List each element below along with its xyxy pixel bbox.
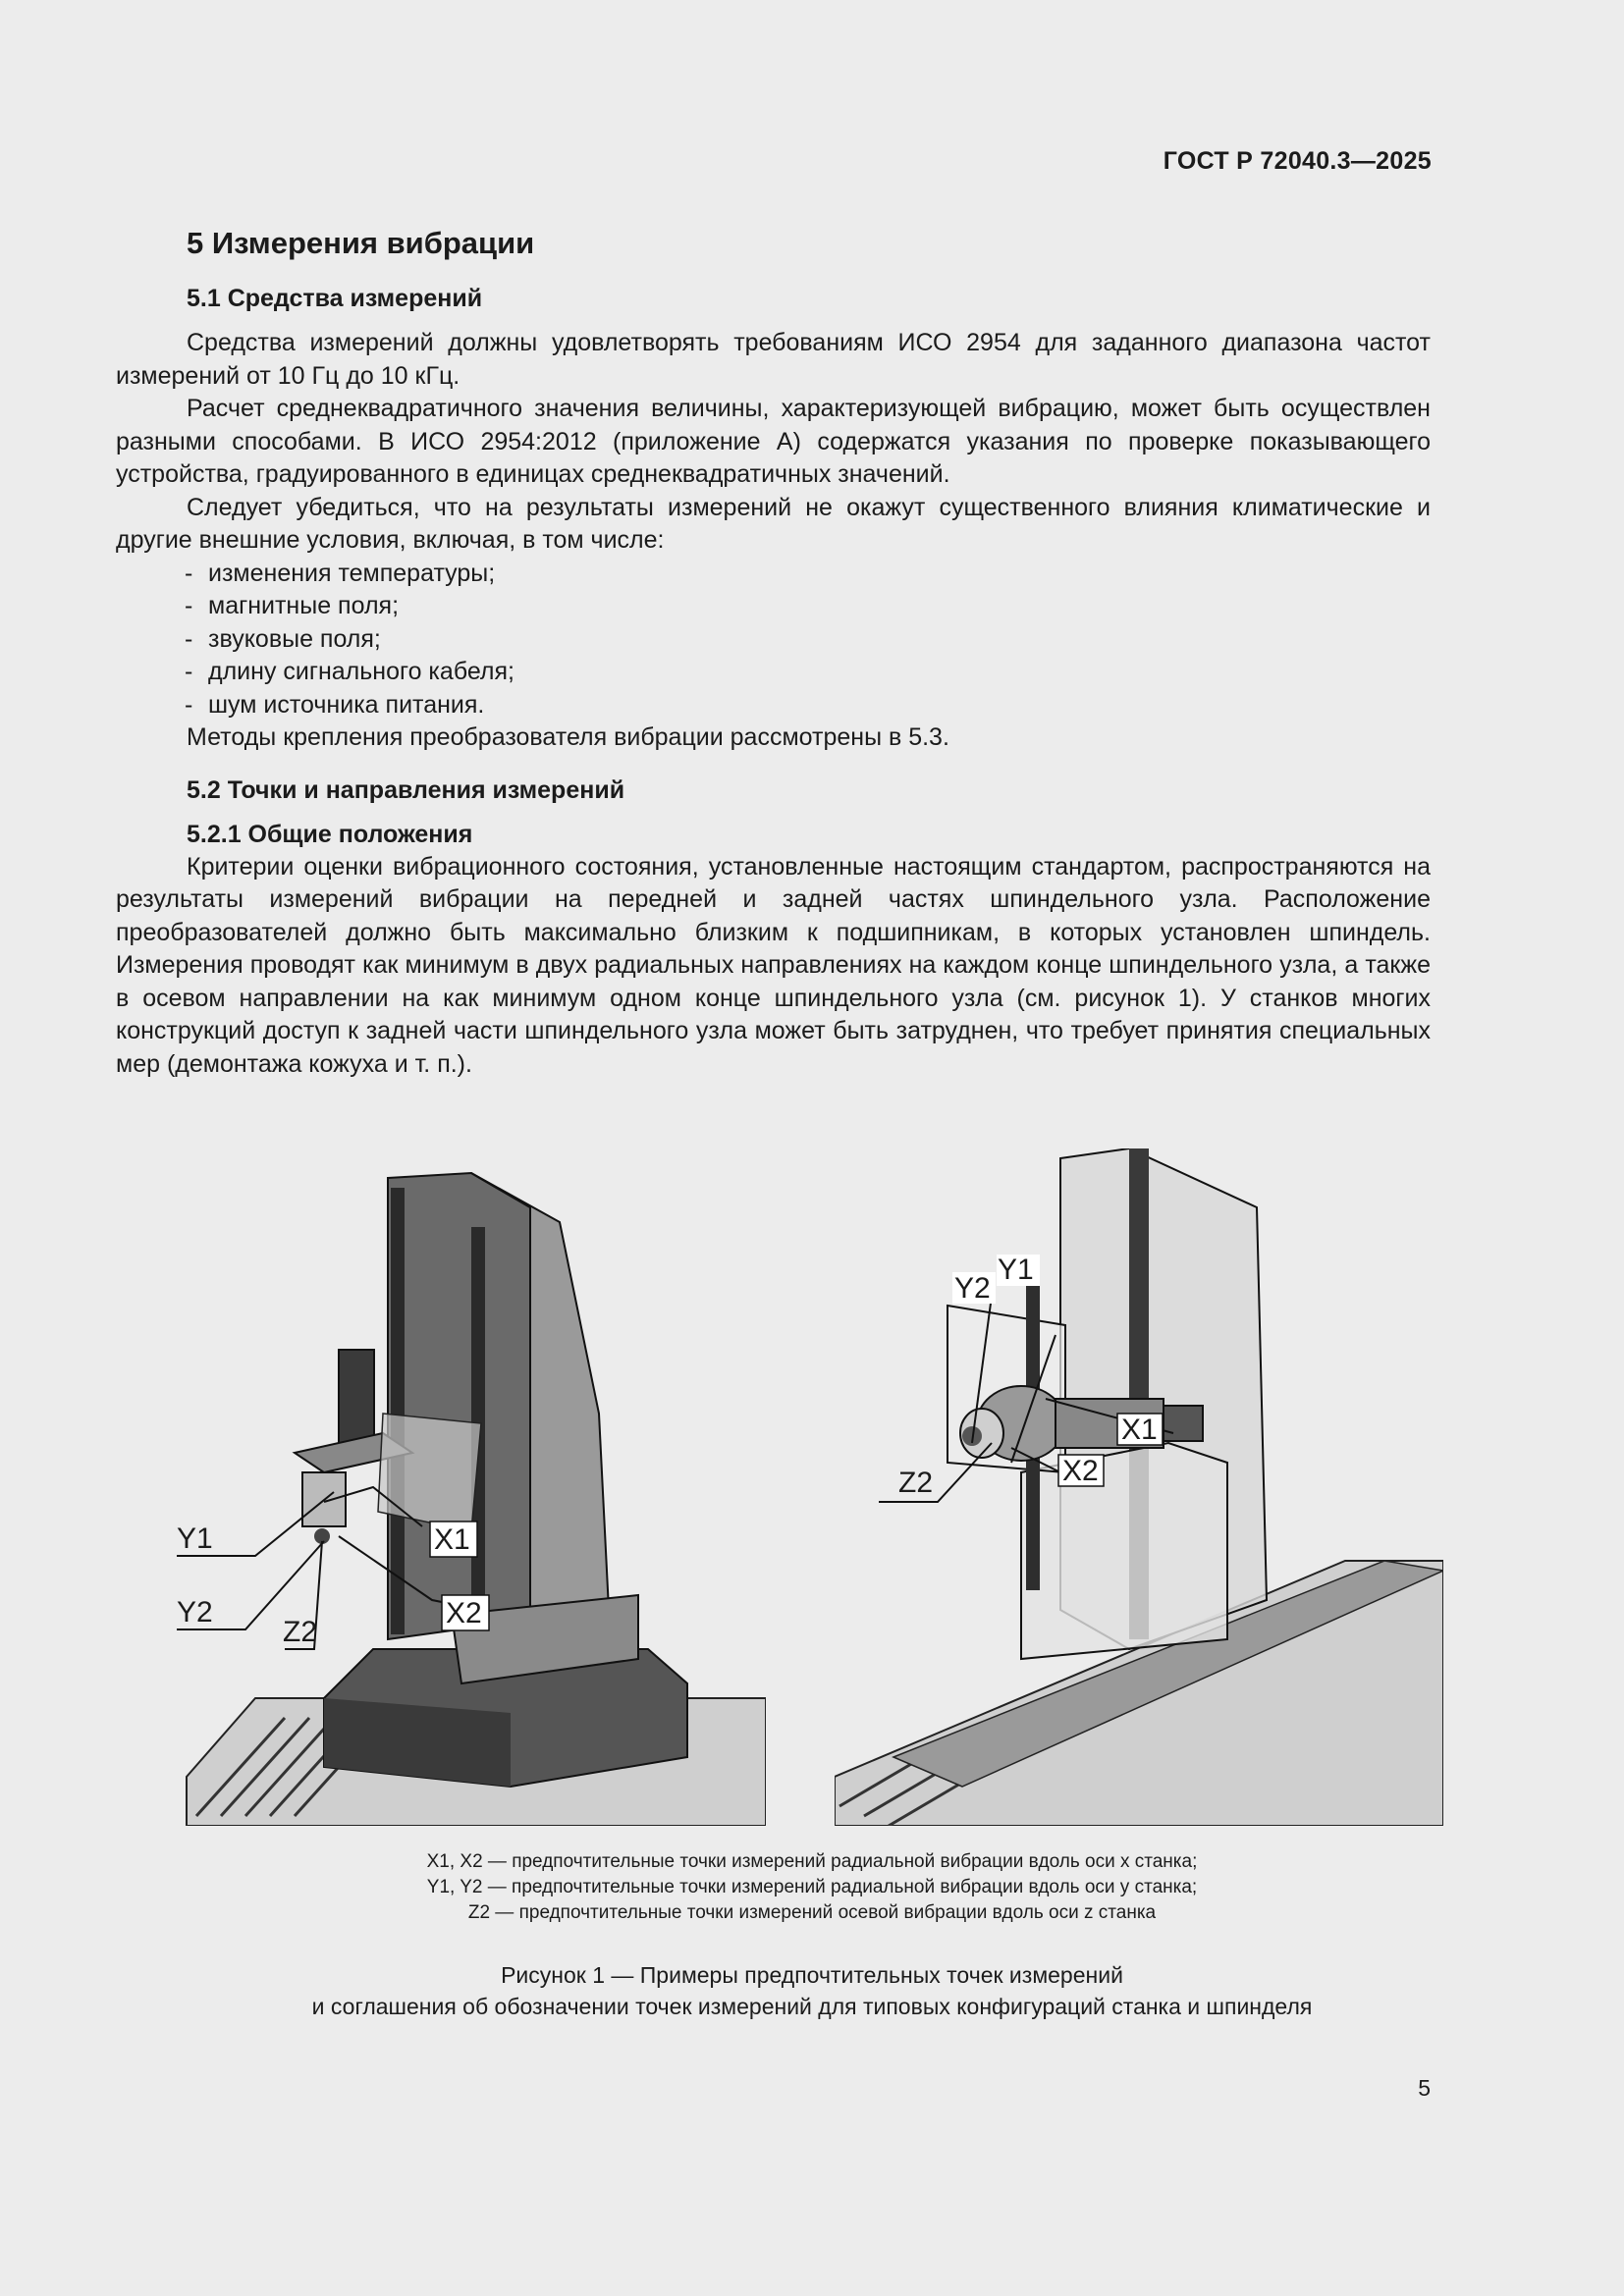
page-number: 5 [1418, 2075, 1431, 2101]
paragraph-5-1-3: Следует убедиться, что на результаты измерений не окажут существенного влияния климатические и другие внешние условия, включая, в том числе: [116, 493, 1431, 554]
caption-line-2: и соглашения об обозначении точек измерений для типовых конфигураций станка и шпинделя [311, 1994, 1313, 2019]
conditions-list [116, 558, 1431, 722]
legend-line: Y1, Y2 — предпочтительные точки измерений радиальной вибрации вдоль оси y станка; [426, 1877, 1198, 1897]
paragraph-5-2-1: Критерии оценки вибрационного состояния, установленные настоящим стандартом, распространяются на результаты измерений вибрации на передней и задней частях шпиндельного узла. Расположение преобразователей должно быть максимально близким к подшипникам, в которых установлен шпиндель. Измерения проводят как минимум в двух радиальных направлениях на каждом конце шпиндельного узла, а также в осевом направлении на как минимум одном конце шпиндельного узла (см. рисунок 1). У станков многих конструкций доступ к задней части шпиндельного узла может быть затруднен, что требует принятия специальных мер (демонтажа кожуха и т. п.). [116, 852, 1431, 1078]
list-item: - магнитные поля; [185, 590, 1431, 623]
label-x2: X2 [1062, 1455, 1099, 1487]
subsection-5-1-title: 5.1 Средства измерений [187, 285, 483, 312]
list-item: - звуковые поля; [185, 623, 1431, 657]
section-title: 5 Измерения вибрации [187, 226, 535, 260]
label-x1: X1 [434, 1523, 470, 1556]
label-z2: Z2 [283, 1616, 318, 1648]
label-x1: X1 [1121, 1414, 1158, 1446]
paragraph-5-1-1: Средства измерений должны удовлетворять требованиям ИСО 2954 для заданного диапазона частот измерений от 10 Гц до 10 кГц. [116, 329, 1431, 390]
legend-line: Z2 — предпочтительные точки измерений осевой вибрации вдоль оси z станка [467, 1902, 1157, 1923]
list-item: - длину сигнального кабеля; [185, 656, 1431, 689]
label-y2: Y2 [177, 1596, 213, 1629]
paragraph-5-1-4: Методы крепления преобразователя вибрации рассмотрены в 5.3. [187, 723, 949, 751]
horizontal-machine-illustration [835, 1148, 1443, 1826]
legend-line: X1, X2 — предпочтительные точки измерений радиальной вибрации вдоль оси x станка; [426, 1851, 1198, 1872]
label-y1: Y1 [998, 1254, 1034, 1286]
standard-number: ГОСТ Р 72040.3—2025 [1163, 147, 1432, 175]
label-y2: Y2 [954, 1272, 991, 1305]
caption-line-1: Рисунок 1 — Примеры предпочтительных точек измерений [501, 1962, 1123, 1988]
figure-legend [0, 1849, 1624, 1926]
paragraph-5-1-2: Расчет среднеквадратичного значения величины, характеризующей вибрацию, может быть осуществлен разными способами. В ИСО 2954:2012 (приложение А) содержатся указания по проверке показывающего устройства, градуированного в единицах среднеквадратичных значений. [116, 395, 1431, 488]
label-y1: Y1 [177, 1522, 213, 1555]
list-item: - изменения температуры; [185, 558, 1431, 591]
list-item: - шум источника питания. [185, 689, 1431, 722]
subsection-5-2-title: 5.2 Точки и направления измерений [187, 775, 625, 804]
label-x2: X2 [446, 1597, 482, 1629]
figure-caption [0, 1959, 1624, 2022]
label-z2: Z2 [898, 1467, 934, 1499]
body-text [116, 224, 1431, 1081]
vertical-machine-illustration [177, 1148, 766, 1826]
subsection-5-2-1-title: 5.2.1 Общие положения [187, 820, 473, 848]
figure-1 [177, 1148, 1434, 1826]
